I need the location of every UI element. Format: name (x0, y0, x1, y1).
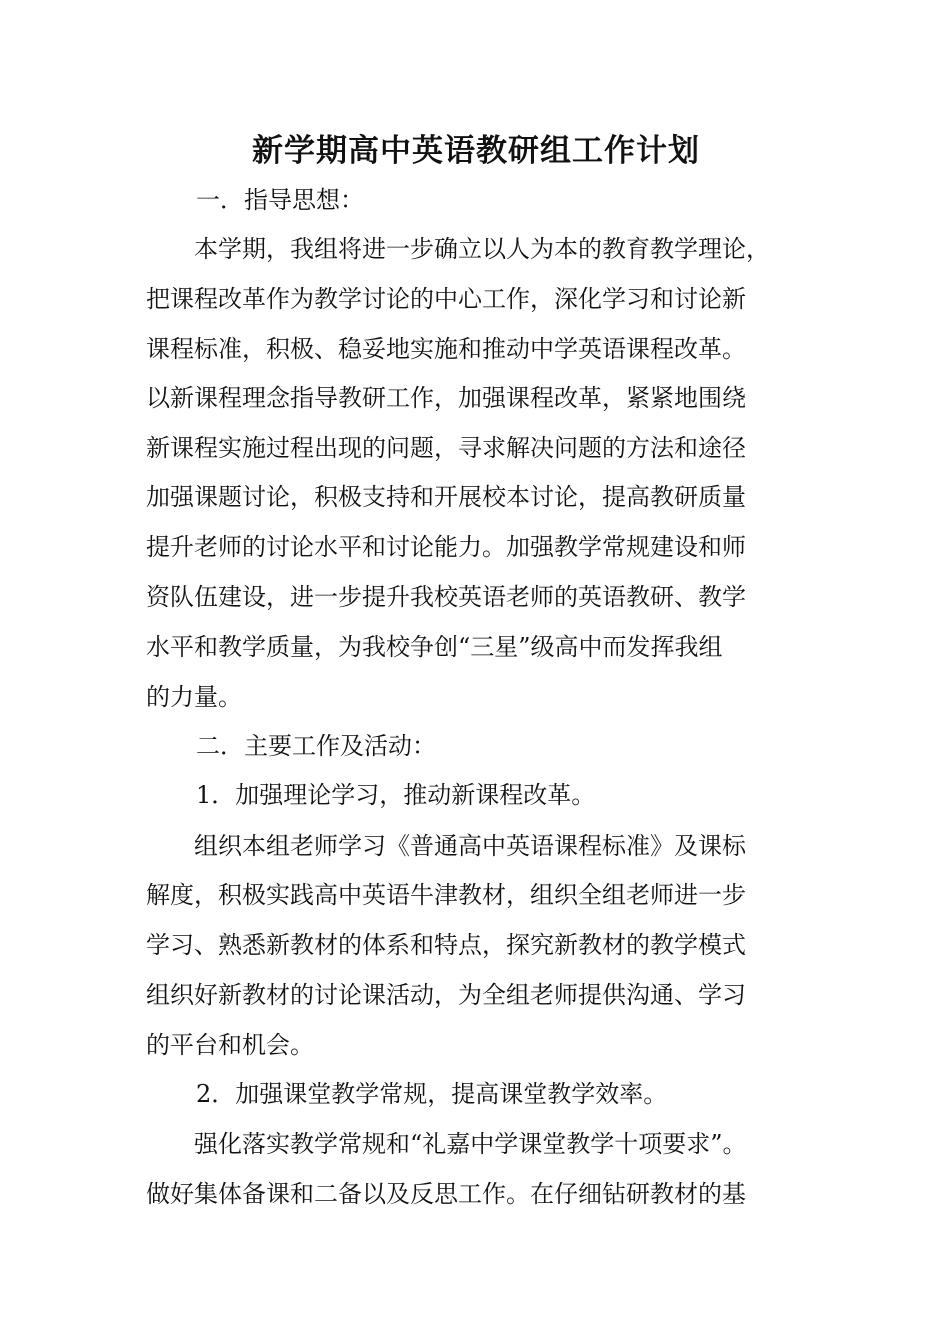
paragraph-line: 组织本组老师学习《普通高中英语课程标准》及课标 (194, 832, 746, 860)
paragraph-line: 资队伍建设，进一步提升我校英语老师的英语教研、教学 (146, 583, 746, 611)
paragraph-line: 的力量。 (146, 683, 242, 711)
section-heading: 一．指导思想： (196, 186, 364, 214)
paragraph-line: 做好集体备课和二备以及反思工作。在仔细钻研教材的基 (146, 1180, 746, 1208)
paragraph-line: 加强课题讨论，积极支持和开展校本讨论，提高教研质量 (146, 483, 746, 511)
paragraph-line: 水平和教学质量，为我校争创“三星”级高中而发挥我组 (146, 633, 723, 661)
paragraph-line: 新课程实施过程出现的问题，寻求解决问题的方法和途径 (146, 434, 746, 462)
paragraph-line: 把课程改革作为教学讨论的中心工作，深化学习和讨论新 (146, 285, 746, 313)
paragraph-line: 的平台和机会。 (146, 1031, 314, 1059)
paragraph-line: 课程标准，积极、稳妥地实施和推动中学英语课程改革。 (146, 335, 746, 363)
paragraph-line: 学习、熟悉新教材的体系和特点，探究新教材的教学模式 (146, 931, 746, 959)
paragraph-line: 解度，积极实践高中英语牛津教材，组织全组老师进一步 (146, 881, 746, 909)
paragraph-line: 本学期，我组将进一步确立以人为本的教育教学理论， (194, 235, 770, 263)
paragraph-line: 提升老师的讨论水平和讨论能力。加强教学常规建设和师 (146, 533, 746, 561)
paragraph-line: 组织好新教材的讨论课活动，为全组老师提供沟通、学习 (146, 981, 746, 1009)
subsection-heading: 2．加强课堂教学常规，提高课堂教学效率。 (196, 1080, 668, 1108)
section-heading: 二．主要工作及活动： (196, 732, 436, 760)
document-title: 新学期高中英语教研组工作计划 (252, 133, 700, 169)
subsection-heading: 1．加强理论学习，推动新课程改革。 (196, 781, 596, 809)
paragraph-line: 强化落实教学常规和“礼嘉中学课堂教学十项要求”。 (194, 1130, 747, 1158)
paragraph-line: 以新课程理念指导教研工作，加强课程改革，紧紧地围绕 (146, 384, 746, 412)
